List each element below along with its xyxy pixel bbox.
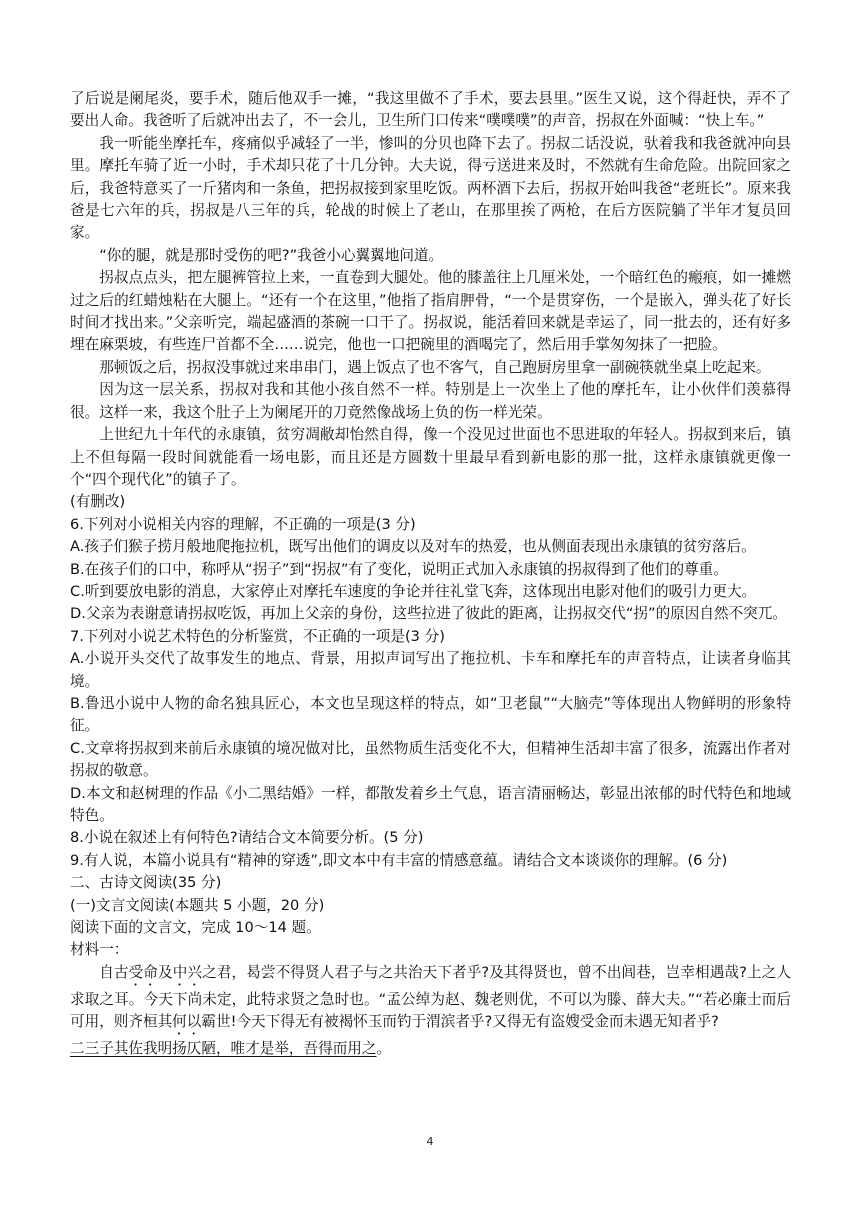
edit-note: (有删改)	[70, 493, 126, 511]
story-paragraph-5: 那顿饭之后，拐叔没事就过来串串门，遇上饭点了也不客气，自己跑厨房里拿一副碗筷就坐桌上吃起来。	[99, 358, 771, 376]
material-1-part: 之君，曷尝不得贤人君子与之共治天下者乎?及其得贤也，曾不出闾巷，岂幸相遇哉?上之人求取之耳。今天下尚未定，此特求贤之急时也。“孟公绰为赵、魏老则优，不可以为滕、薛大夫。”“若必廉士而后可用，则齐桓其	[70, 963, 791, 1031]
question-7-option-c: C.文章将拐叔到来前后永康镇的境况做对比，虽然物质生活变化不大，但精神生活却丰富了很多，流露出作者对拐叔的敬意。	[70, 739, 791, 780]
material-1-text	[70, 962, 791, 1061]
question-6-option-c: C.听到要放电影的消息，大家停止对摩托车速度的争论并往礼堂飞奔，这体现出电影对他们的吸引力更大。	[70, 582, 757, 600]
material-label: 材料一：	[70, 941, 129, 959]
story-paragraph-1: 了后说是阑尾炎，要手术，随后他双手一摊，“我这里做不了手术，要去县里。”医生又说，这个得赶快，弄不了要出人命。我爸听了后就冲出去了，不一会儿，卫生所门口传来“噗噗噗”的声音，拐叔在外面喊：“快上车。”	[70, 90, 791, 130]
question-7-option-d: D.本文和赵树理的作品《小二黑结婚》一样，都散发着乡土气息，语言清丽畅达，彰显出浓郁的时代特色和地域特色。	[70, 784, 791, 824]
material-1-part: 。	[376, 1040, 392, 1058]
question-6-option-d: D.父亲为表谢意请拐叔吃饭，再加上父亲的身份，这些拉进了彼此的距离，让拐叔交代“拐”的原因自然不突兀。	[70, 605, 787, 623]
question-7-option-a: A.小说开头交代了故事发生的地点、背景，用拟声词写出了拖拉机、卡车和摩托车的声音特点，让读者身临其境。	[70, 650, 791, 690]
story-paragraph-4: 拐叔点点头，把左腿裤管拉上来，一直卷到大腿处。他的膝盖往上几厘米处，一个暗红色的瘢痕，如一摊燃过之后的红蜡烛粘在大腿上。“还有一个在这里，”他指了指肩胛骨，“一个是贯穿伤，一个是嵌入，弹头花了好长时间才找出来。”父亲听完，端起盛酒的茶碗一口干了。拐叔说，能活着回来就是幸运了，同一批去的，还有好多埋在麻栗坡，有些连尸首都不全……说完，他也一口把碗里的酒喝完了，然后用手掌匆匆抹了一把脸。	[70, 269, 791, 354]
material-1-part: 及	[158, 963, 173, 981]
page-content	[70, 88, 791, 1061]
story-paragraph-7: 上世纪九十年代的永康镇，贫穷凋敝却怡然自得，像一个没见过世面也不思进取的年轻人。拐叔到来后，镇上不但每隔一段时间就能看一场电影，而且还是方圆数十里最早看到新电影的那一批，这样永康镇就更像一个“四个现代化”的镇子了。	[70, 426, 791, 488]
material-1-part: 自古	[99, 963, 129, 981]
section-2-instruction: 阅读下面的文言文，完成 10～14 题。	[70, 919, 321, 937]
page-number: 4	[426, 1135, 434, 1148]
material-1-part: 霸世!今天下得无有被褐怀玉而钓于渭滨者乎?又得无有盗嫂受金而未遇无知者乎?	[201, 1013, 719, 1031]
question-7-stem: 7.下列对小说艺术特色的分析鉴赏，不正确的一项是(3 分)	[70, 627, 445, 645]
story-paragraph-6: 因为这一层关系，拐叔对我和其他小孩自然不一样。特别是上一次坐上了他的摩托车，让小伙伴们羡慕得很。这样一来，我这个肚子上为阑尾开的刀竟然像战场上负的伤一样光荣。	[70, 381, 791, 421]
dotted-word: 受命	[128, 963, 158, 981]
section-2-title: 二、古诗文阅读(35 分)	[70, 874, 222, 892]
story-paragraph-2: 我一听能坐摩托车，疼痛似乎减轻了一半，惨叫的分贝也降下去了。拐叔二话没说，驮着我和我爸就冲向县里。摩托车骑了近一小时，手术却只花了十几分钟。大夫说，得亏送进来及时，不然就有生命危险。出院回家之后，我爸特意买了一斤猪肉和一条鱼，把拐叔接到家里吃饭。两杯酒下去后，拐叔开始叫我爸“老班长”。原来我爸是七六年的兵，拐叔是八三年的兵，轮战的时候上了老山，在那里挨了两枪，在后方医院躺了半年才复员回家。	[70, 134, 791, 242]
question-6-option-b: B.在孩子们的口中，称呼从“拐子”到“拐叔”有了变化，说明正式加入永康镇的拐叔得到了他们的尊重。	[70, 560, 728, 578]
underlined-sentence: 二三子其佐我明扬仄陋，唯才是举，吾得而用之	[70, 1040, 377, 1058]
question-9: 9.有人说，本篇小说具有“精神的穿透”,即文本中有丰富的情感意蕴。请结合文本谈谈你的理解。(6 分)	[70, 851, 728, 869]
question-7-option-b: B.鲁迅小说中人物的命名独具匠心，本文也呈现这样的特点，如“卫老鼠”“大脑壳”等体现出人物鲜明的形象特征。	[70, 694, 791, 735]
question-6-option-a: A.孩子们猴子捞月般地爬拖拉机，既写出他们的调皮以及对车的热爱，也从侧面表现出永康镇的贫穷落后。	[70, 538, 756, 556]
dotted-word: 中兴	[172, 963, 203, 981]
story-paragraph-3: “你的腿，就是那时受伤的吧?”我爸小心翼翼地问道。	[99, 246, 444, 264]
question-8: 8.小说在叙述上有何特色?请结合文本简要分析。(5 分)	[70, 829, 424, 847]
question-6-stem: 6.下列对小说相关内容的理解，不正确的一项是(3 分)	[70, 515, 416, 533]
section-2-subtitle: (一)文言文阅读(本题共 5 小题，20 分)	[70, 896, 325, 914]
dotted-word: 何以	[172, 1013, 202, 1031]
